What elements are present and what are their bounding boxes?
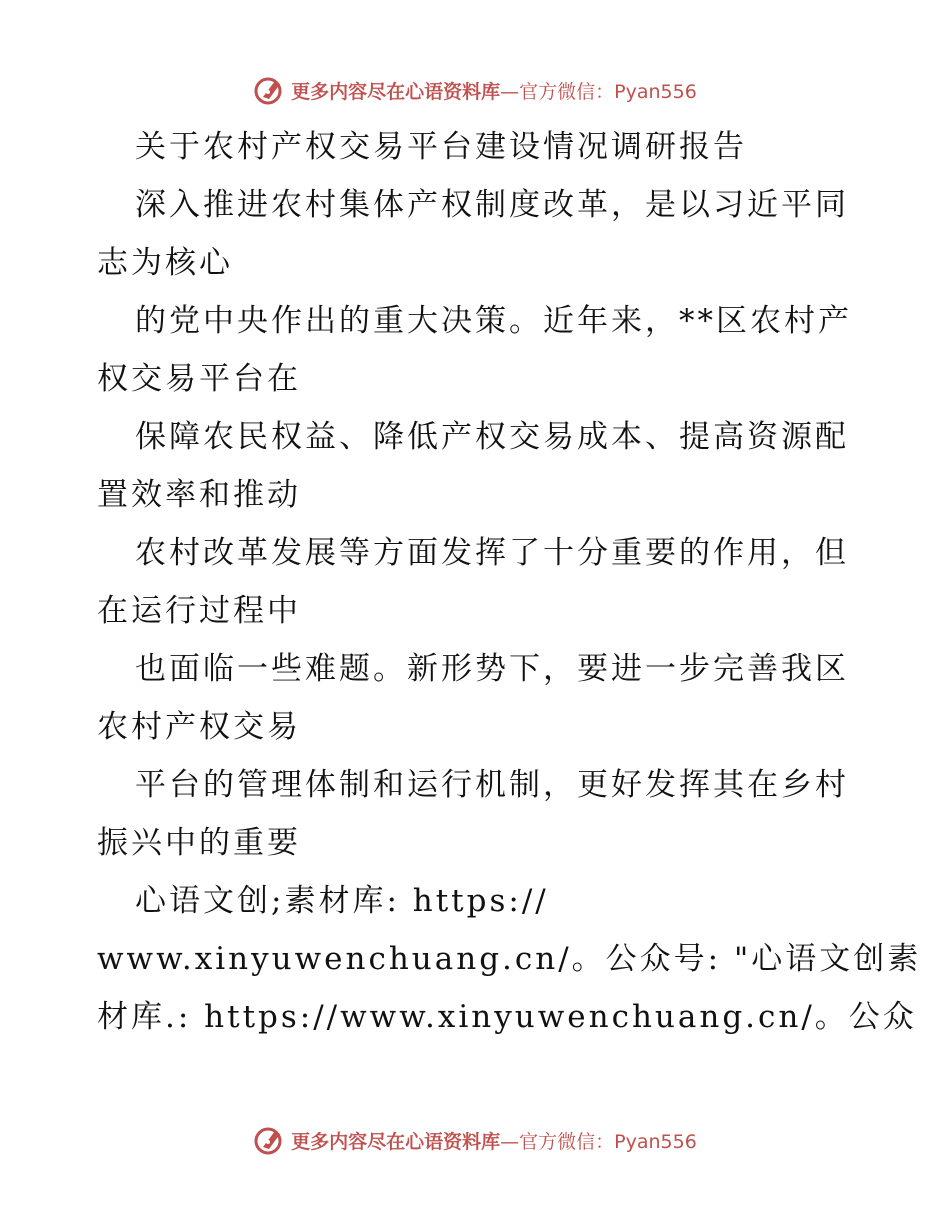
paragraph-line: 振兴中的重要 bbox=[97, 825, 301, 861]
header-banner bbox=[0, 70, 950, 110]
paragraph-line: 保障农民权益、降低产权交易成本、提高资源配 bbox=[135, 419, 849, 455]
banner-text: 更多内容尽在心语资料库 bbox=[291, 1130, 501, 1153]
pen-nib-circle-icon bbox=[253, 73, 287, 107]
paragraph-line: 的党中央作出的重大决策。近年来，**区农村产 bbox=[135, 303, 852, 339]
paragraph-line: 权交易平台在 bbox=[97, 361, 301, 397]
paragraph-line: 平台的管理体制和运行机制，更好发挥其在乡村 bbox=[135, 767, 849, 803]
paragraph-line: 置效率和推动 bbox=[97, 477, 301, 513]
paragraph-line: 深入推进农村集体产权制度改革，是以习近平同 bbox=[135, 187, 849, 223]
banner-wechat: —官方微信：Pyan556 bbox=[500, 1130, 697, 1153]
paragraph-line: 也面临一些难题。新形势下，要进一步完善我区 bbox=[135, 651, 849, 687]
banner-text: 更多内容尽在心语资料库 bbox=[291, 80, 501, 103]
paragraph-line: www.xinyuwenchuang.cn/。公众号: "心语文创素 bbox=[97, 941, 922, 977]
paragraph-line: 农村改革发展等方面发挥了十分重要的作用，但 bbox=[135, 535, 849, 571]
paragraph-line: 在运行过程中 bbox=[97, 593, 301, 629]
document-title: 关于农村产权交易平台建设情况调研报告 bbox=[135, 129, 747, 165]
banner-wechat: —官方微信：Pyan556 bbox=[500, 80, 697, 103]
footer-banner bbox=[0, 1120, 950, 1160]
paragraph-line: 志为核心 bbox=[97, 245, 233, 281]
paragraph-line: 材库.: https://www.xinyuwenchuang.cn/。公众 bbox=[97, 999, 917, 1035]
pen-nib-circle-icon bbox=[253, 1123, 287, 1157]
document-body bbox=[97, 118, 922, 1046]
paragraph-line: 农村产权交易 bbox=[97, 709, 301, 745]
paragraph-line: 心语文创;素材库: https:// bbox=[135, 883, 549, 919]
